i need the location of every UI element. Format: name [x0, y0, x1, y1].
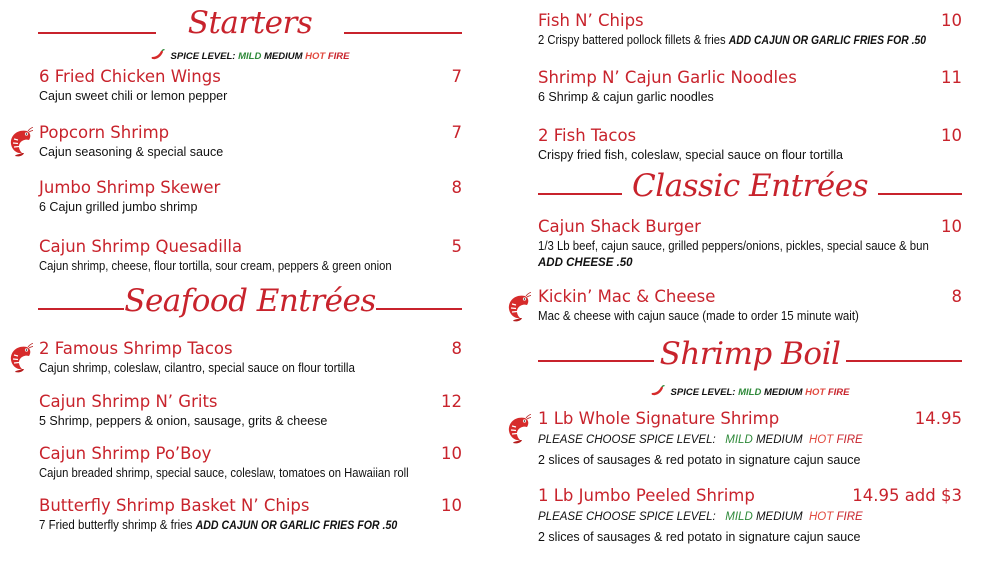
- item-description: Cajun shrimp, cheese, flour tortilla, sour cream, peppers & green onion: [39, 259, 392, 273]
- item-price: 10: [941, 217, 962, 236]
- item-name: Cajun Shack Burger: [538, 217, 701, 236]
- item-price: 12: [441, 392, 462, 411]
- item-name: Jumbo Shrimp Skewer: [39, 178, 221, 197]
- item-description: 2 slices of sausages & red potato in signature cajun sauce: [538, 530, 861, 544]
- item-price: 8: [451, 339, 462, 358]
- classic-rule-right: [878, 193, 962, 195]
- item-name: 2 Famous Shrimp Tacos: [39, 339, 233, 358]
- item-name: Cajun Shrimp N’ Grits: [39, 392, 218, 411]
- item-name: Kickin’ Mac & Cheese: [538, 287, 716, 306]
- item-name: 1 Lb Whole Signature Shrimp: [538, 409, 780, 428]
- item-price: 7: [451, 67, 462, 86]
- item-description: Mac & cheese with cajun sauce (made to order 15 minute wait): [538, 309, 859, 323]
- item-description: Cajun sweet chili or lemon pepper: [39, 89, 228, 103]
- item-price: 7: [451, 123, 462, 142]
- item-name: Popcorn Shrimp: [39, 123, 170, 142]
- item-name: Fish N’ Chips: [538, 11, 644, 30]
- shrimp-icon: [505, 292, 531, 322]
- shrimp-icon: [7, 343, 33, 373]
- item-description: 5 Shrimp, peppers & onion, sausage, grits & cheese: [39, 414, 328, 428]
- starters-rule-left: [38, 32, 156, 34]
- spice-choice: PLEASE CHOOSE SPICE LEVEL: MILD MEDIUM HOT FIRE: [538, 511, 863, 523]
- starters-rule-right: [344, 32, 462, 34]
- pepper-icon: [651, 385, 665, 397]
- item-description: 6 Shrimp & cajun garlic noodles: [538, 90, 714, 104]
- item-name: Cajun Shrimp Po’Boy: [39, 444, 212, 463]
- item-description: Cajun shrimp, coleslaw, cilantro, special sauce on flour tortilla: [39, 361, 355, 375]
- boil-rule-right: [846, 360, 962, 362]
- item-description: 2 Crispy battered pollock fillets & fries ADD CAJUN OR GARLIC FRIES FOR .50: [538, 33, 926, 47]
- section-title-starters: Starters: [187, 5, 313, 41]
- item-description: Cajun seasoning & special sauce: [39, 145, 224, 159]
- item-addon: ADD CAJUN OR GARLIC FRIES FOR .50: [195, 520, 398, 532]
- item-name: 2 Fish Tacos: [538, 126, 637, 145]
- section-title-shrimp-boil: Shrimp Boil: [659, 336, 841, 372]
- seafood-rule-left: [38, 308, 124, 310]
- item-description: Crispy fried fish, coleslaw, special sauce on flour tortilla: [538, 148, 843, 162]
- item-price: 8: [951, 287, 962, 306]
- item-name: Butterfly Shrimp Basket N’ Chips: [39, 496, 310, 515]
- boil-rule-left: [538, 360, 654, 362]
- section-title-seafood-entrees: Seafood Entrées: [124, 283, 376, 319]
- item-price: 10: [941, 126, 962, 145]
- item-name: 1 Lb Jumbo Peeled Shrimp: [538, 486, 755, 505]
- item-price: 10: [441, 496, 462, 515]
- classic-rule-left: [538, 193, 622, 195]
- item-price: 8: [451, 178, 462, 197]
- item-description: 2 slices of sausages & red potato in signature cajun sauce: [538, 453, 861, 467]
- item-name: 6 Fried Chicken Wings: [39, 67, 221, 86]
- item-name: Cajun Shrimp Quesadilla: [39, 237, 243, 256]
- section-title-classic-entrees: Classic Entrées: [631, 168, 869, 204]
- shrimp-icon: [505, 414, 531, 444]
- item-description: 1/3 Lb beef, cajun sauce, grilled peppers/onions, pickles, special sauce & bun: [538, 239, 929, 253]
- item-description: Cajun breaded shrimp, special sauce, coleslaw, tomatoes on Hawaiian roll: [39, 466, 409, 480]
- item-price: 11: [941, 68, 962, 87]
- seafood-rule-right: [376, 308, 462, 310]
- item-price: 14.95: [914, 409, 962, 428]
- shrimp-icon: [7, 127, 33, 157]
- item-description: 6 Cajun grilled jumbo shrimp: [39, 200, 198, 214]
- item-price: 10: [441, 444, 462, 463]
- spice-legend: SPICE LEVEL: MILD MEDIUM HOT FIRE: [150, 49, 350, 62]
- item-addon: ADD CHEESE .50: [538, 257, 633, 269]
- item-price: 10: [941, 11, 962, 30]
- spice-choice: PLEASE CHOOSE SPICE LEVEL: MILD MEDIUM HOT FIRE: [538, 434, 863, 446]
- item-description: 7 Fried butterfly shrimp & fries ADD CAJUN OR GARLIC FRIES FOR .50: [39, 518, 398, 532]
- item-addon: ADD CAJUN OR GARLIC FRIES FOR .50: [728, 35, 926, 47]
- pepper-icon: [151, 49, 165, 61]
- item-price: 5: [451, 237, 462, 256]
- spice-legend: SPICE LEVEL: MILD MEDIUM HOT FIRE: [650, 385, 850, 398]
- item-price: 14.95 add $3: [852, 486, 962, 505]
- item-name: Shrimp N’ Cajun Garlic Noodles: [538, 68, 797, 87]
